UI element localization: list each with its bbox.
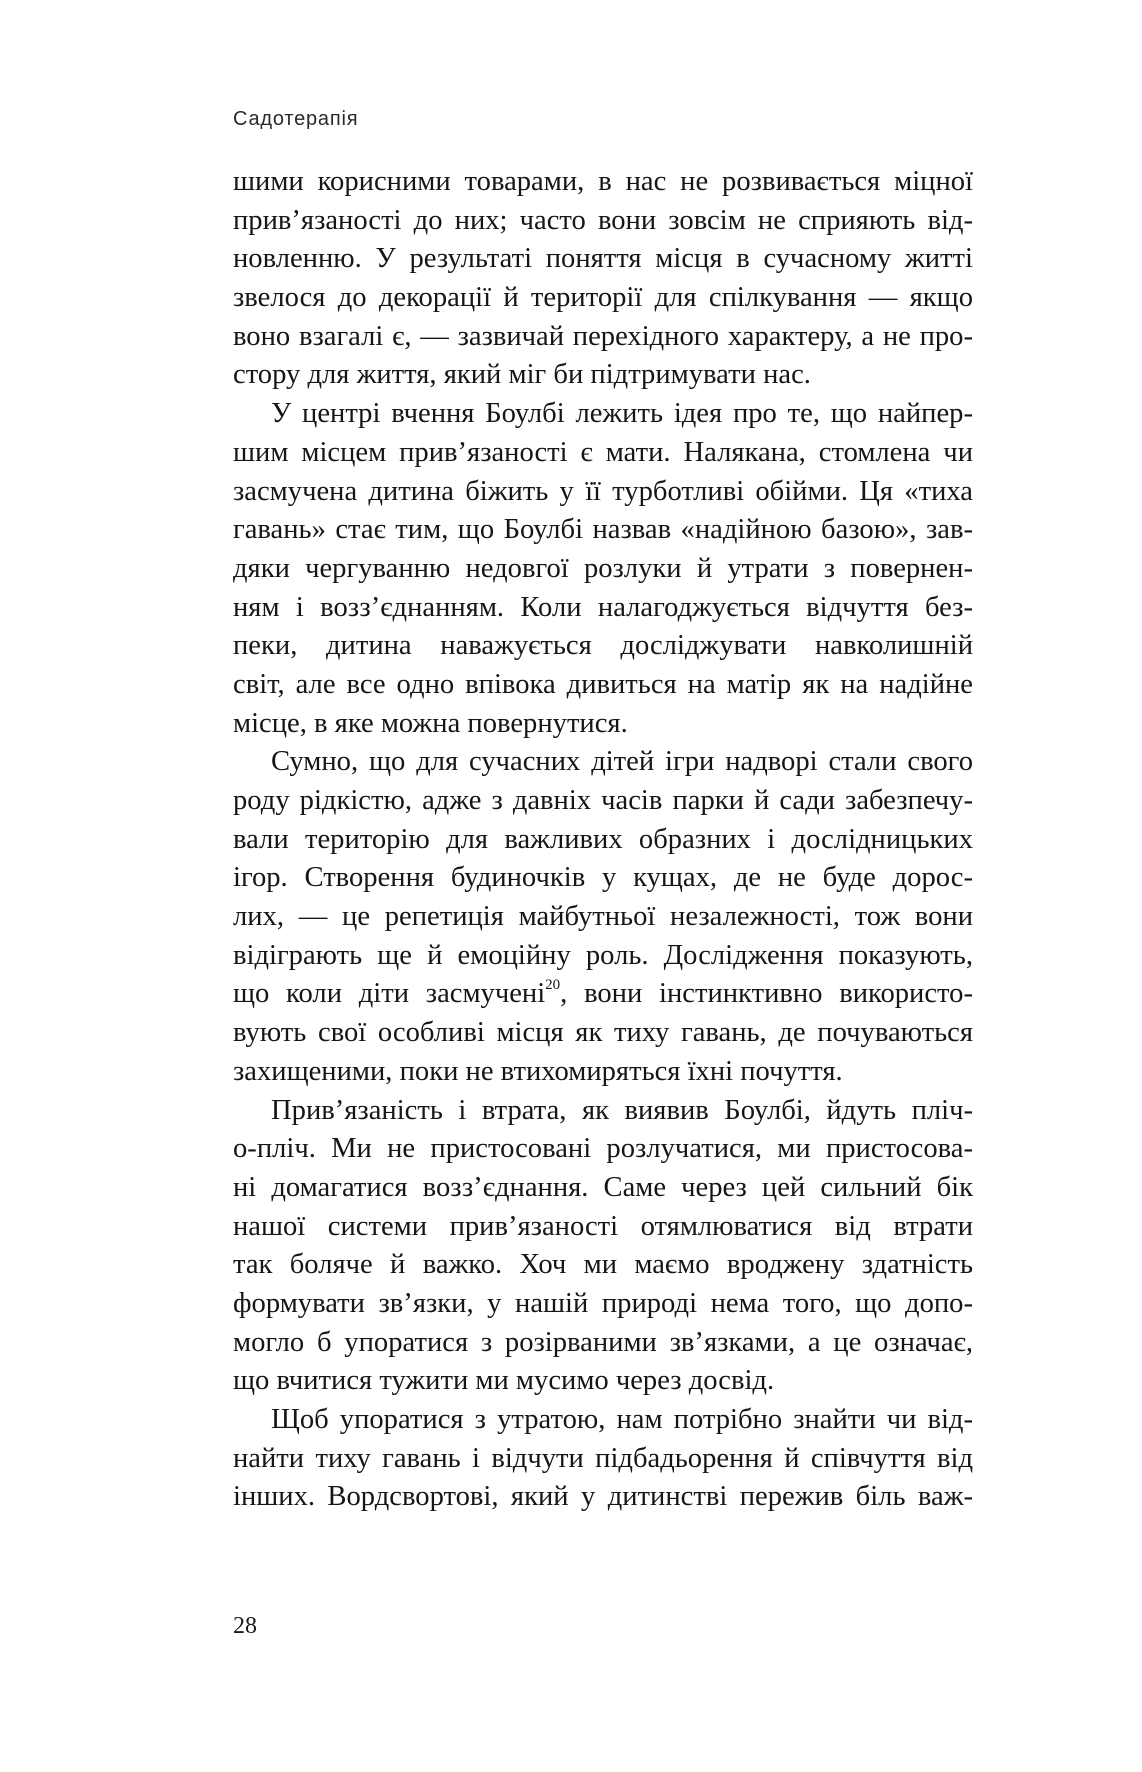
text-line: шим місцем прив’язаності є мати. Налякана, стомлена чи — [233, 436, 973, 468]
page-number: 28 — [233, 1613, 257, 1639]
text-line: захищеними, поки не втихомиряться їхні почуття. — [233, 1055, 843, 1087]
text-line: дяки чергуванню недовгої розлуки й утрати з повернен- — [233, 552, 973, 584]
text-line: вують свої особливі місця як тиху гавань, де почуваються — [233, 1017, 973, 1049]
text-line: ні домагатися возз’єднання. Саме через цей сильний бік — [233, 1171, 973, 1203]
body-text — [233, 163, 973, 1517]
text-line-with-footnote — [233, 975, 973, 1014]
text-line: ігор. Створення будиночків у кущах, де не буде дорос- — [233, 862, 973, 894]
text-line: стору для життя, який міг би підтримувати нас. — [233, 359, 811, 391]
text-segment: що коли діти засмучені — [233, 978, 546, 1010]
text-line: Щоб упоратися з утратою, нам потрібно знайти чи від- — [271, 1404, 973, 1435]
text-line: роду рідкістю, адже з давніх часів парки й сади забезпечу- — [233, 785, 973, 816]
text-segment: , вони інстинктивно використо- — [560, 978, 973, 1010]
text-line: інших. Вордсвортові, який у дитинстві пережив біль важ- — [233, 1481, 973, 1513]
paragraph-1 — [233, 163, 973, 395]
text-line: світ, але все одно впівока дивиться на матір як на надійне — [233, 668, 973, 700]
text-line: У центрі вчення Боулбі лежить ідея про те, що найпер- — [271, 398, 973, 430]
text-line: пеки, дитина наважується досліджувати навколишній — [233, 630, 973, 662]
text-line: найти тиху гавань і відчути підбадьорення й співчуття від — [233, 1442, 973, 1474]
text-line: відіграють ще й емоційну роль. Дослідження показують, — [233, 939, 973, 971]
paragraph-2 — [233, 395, 973, 743]
text-line: що вчитися тужити ми мусимо через досвід. — [233, 1365, 775, 1397]
running-head: Садотерапія — [233, 108, 359, 130]
text-line: воно взагалі є, — зазвичай перехідного характеру, а не про- — [233, 320, 973, 352]
text-line: могло б упоратися з розірваними зв’язками, а це означає, — [233, 1326, 973, 1358]
text-line: новленню. У результаті поняття місця в сучасному житті — [233, 243, 973, 275]
text-line: звелося до декорації й території для спілкування — якщо — [233, 282, 973, 314]
paragraph-3 — [233, 743, 973, 1091]
text-line: Сумно, що для сучасних дітей ігри надворі стали свого — [271, 746, 973, 778]
text-line: ням і возз’єднанням. Коли налагоджується відчуття без- — [233, 591, 973, 623]
text-line: місце, в яке можна повернутися. — [233, 707, 628, 739]
text-line: шими корисними товарами, в нас не розвивається міцної — [233, 166, 973, 197]
text-line: нашої системи прив’язаності отямлюватися від втрати — [233, 1210, 973, 1242]
text-line: лих, — це репетиція майбутньої незалежності, тож вони — [233, 901, 973, 933]
paragraph-5 — [233, 1401, 973, 1517]
paragraph-4 — [233, 1092, 973, 1402]
text-line: прив’язаності до них; часто вони зовсім не сприяють від- — [233, 204, 973, 236]
text-line: засмучена дитина біжить у її турботливі обійми. Ця «тиха — [233, 475, 973, 507]
text-line: вали територію для важливих образних і дослідницьких — [233, 823, 973, 855]
text-line: формувати зв’язки, у нашій природі нема того, що допо- — [233, 1287, 973, 1319]
text-line: о-пліч. Ми не пристосовані розлучатися, ми пристосова- — [233, 1133, 973, 1165]
footnote-reference[interactable]: 20 — [545, 977, 561, 994]
text-line: Прив’язаність і втрата, як виявив Боулбі, йдуть пліч- — [271, 1094, 973, 1126]
text-line: так боляче й важко. Хоч ми маємо вроджену здатність — [233, 1249, 973, 1281]
text-line: гавань» стає тим, що Боулбі назвав «надійною базою», зав- — [233, 514, 973, 546]
